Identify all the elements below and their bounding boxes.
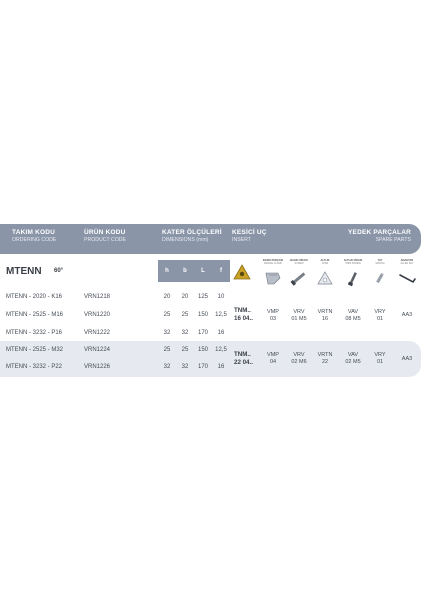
group-1-spare-shim-screw-l1: VAV	[347, 309, 359, 315]
group-1-spare-spring-l1: VRY	[374, 309, 386, 315]
row-1-f: 10	[217, 294, 225, 300]
table-header-bar	[0, 224, 421, 254]
row-5-tool-code: MTENN - 3232 - P22	[6, 364, 63, 370]
row-3-L: 170	[197, 330, 208, 336]
group-2-insert-l1: TNM..	[234, 351, 251, 358]
group-1-insert-code	[234, 307, 253, 323]
spare-head-shim-l1: ALTLIK	[320, 259, 330, 262]
spare-head-shim-screw-l1: ALTLIK VİDASI	[343, 259, 363, 262]
row-2-h: 25	[163, 312, 171, 318]
spare-head-shim-l2: SHIM	[322, 262, 328, 265]
spare-head-key-l2: ALLEN KEY	[400, 262, 414, 265]
row-4-f: 12,5	[215, 347, 227, 353]
row-1-h: 20	[163, 294, 171, 300]
row-4-b: 25	[181, 347, 189, 353]
row-4-tool-code: MTENN - 2525 - M32	[6, 347, 64, 353]
header-tool-code-subtitle: ORDERING CODE	[12, 237, 57, 243]
group-1-spare-shim-l2: 16	[321, 316, 329, 322]
dim-label-f: f	[212, 260, 230, 282]
shim-screw-icon	[340, 269, 366, 287]
spare-head-key	[394, 259, 420, 265]
spare-head-key-l1: ANAHTAR	[400, 259, 414, 262]
dim-label-b: b	[176, 260, 194, 282]
group-2-spare-screw	[285, 352, 313, 366]
group-1-spare-shim-screw-l2: 08 M5	[345, 316, 361, 322]
group-2-spare-shim-screw	[339, 352, 367, 366]
spare-head-shim-screw-l2: SHIM SCREW	[345, 262, 361, 265]
allen-key-icon	[394, 269, 420, 287]
spare-head-screw-l2: SCREW	[294, 262, 304, 265]
spare-head-shim-screw	[340, 259, 366, 265]
group-1-spare-screw-l1: VRV	[293, 309, 305, 315]
group-1-spare-shim-l1: VRTN	[317, 309, 333, 315]
row-1-b: 20	[181, 294, 189, 300]
row-4-h: 25	[163, 347, 171, 353]
group-2-insert-l2: 22 04..	[234, 359, 253, 366]
header-insert-subtitle: INSERT	[232, 237, 251, 243]
row-2-product-code: VRN1220	[84, 312, 111, 318]
spare-head-spring	[367, 259, 393, 265]
group-2-spare-clamp-l1: VMP	[267, 352, 279, 358]
group-2-spare-spring-l1: VRY	[374, 352, 386, 358]
spare-head-clamp-l2: WEDGE CLAMP	[264, 262, 282, 265]
group-1-spare-shim	[311, 309, 339, 323]
group-2-spare-spring-l2: 01	[376, 359, 384, 365]
group-1-insert-l1: TNM..	[234, 307, 251, 314]
group-2-spare-spring	[366, 352, 394, 366]
group-2-spare-shim-l2: 22	[321, 359, 329, 365]
group-1-spare-screw-l2: 01 M5	[291, 316, 307, 322]
group-2-insert-code	[234, 351, 253, 367]
group-1-spare-key: AA3	[401, 312, 413, 318]
series-angle: 60°	[54, 268, 64, 274]
spare-head-shim	[312, 259, 338, 265]
spare-head-clamp	[260, 259, 286, 265]
group-2-spare-shim	[311, 352, 339, 366]
group-2-spare-clamp-l2: 04	[269, 359, 277, 365]
row-5-b: 32	[181, 364, 189, 370]
row-4-product-code: VRN1224	[84, 347, 111, 353]
spring-icon	[367, 269, 393, 287]
group-2-spare-screw-l1: VRV	[293, 352, 305, 358]
spare-head-screw-l1: BASKI VİDASI	[290, 259, 308, 262]
row-1-product-code: VRN1218	[84, 294, 111, 300]
row-5-h: 32	[163, 364, 171, 370]
header-dimensions-subtitle: DIMENSIONS (mm)	[162, 237, 209, 243]
clamp-screw-icon	[286, 269, 312, 287]
row-2-b: 25	[181, 312, 189, 318]
group-2-spare-clamp	[259, 352, 287, 366]
header-spare-parts	[348, 229, 411, 243]
group-1-spare-clamp	[259, 309, 287, 323]
spare-head-screw	[286, 259, 312, 265]
dim-label-h: h	[158, 260, 176, 282]
group-2-spare-key: AA3	[401, 356, 413, 362]
group-1-insert-l2: 16 04..	[234, 315, 253, 322]
group-2-spare-shim-l1: VRTN	[317, 352, 333, 358]
row-3-tool-code: MTENN - 3232 - P16	[6, 330, 63, 336]
row-2-L: 150	[197, 312, 208, 318]
header-spare-title: YEDEK PARÇALAR	[348, 229, 411, 236]
group-1-spare-screw	[285, 309, 313, 323]
row-3-b: 32	[181, 330, 189, 336]
wedge-clamp-icon	[260, 269, 286, 287]
group-1-spare-shim-screw	[339, 309, 367, 323]
row-5-L: 170	[197, 364, 208, 370]
row-5-f: 16	[217, 364, 225, 370]
header-insert	[232, 229, 267, 243]
group-2-spare-shim-screw-l2: 02 M5	[345, 359, 361, 365]
group-2-spare-screw-l2: 02 M6	[291, 359, 307, 365]
row-1-tool-code: MTENN - 2020 - K16	[6, 294, 63, 300]
group-1-spare-spring-l2: 01	[376, 316, 384, 322]
row-4-L: 150	[197, 347, 208, 353]
row-2-f: 12,5	[215, 312, 227, 318]
triangle-insert-icon	[233, 264, 251, 280]
header-tool-code	[12, 229, 56, 243]
row-5-product-code: VRN1226	[84, 364, 111, 370]
header-insert-title: KESİCİ UÇ	[232, 229, 267, 236]
header-product-code-subtitle: PRODUCT CODE	[84, 237, 126, 243]
shim-icon	[312, 269, 338, 287]
header-spare-subtitle: SPARE PARTS	[375, 237, 411, 243]
row-1-L: 125	[197, 294, 208, 300]
header-product-code	[84, 229, 126, 243]
row-3-h: 32	[163, 330, 171, 336]
group-2-spare-shim-screw-l1: VAV	[347, 352, 359, 358]
series-title: MTENN	[6, 266, 42, 277]
dim-label-L: L	[194, 260, 212, 282]
group-1-spare-clamp-l1: VMP	[267, 309, 279, 315]
spare-head-spring-l2: SPRING	[375, 262, 385, 265]
header-dimensions-title: KATER ÖLÇÜLERİ	[162, 229, 222, 236]
row-3-product-code: VRN1222	[84, 330, 111, 336]
spare-head-spring-l1: YAY	[377, 259, 383, 262]
spare-head-clamp-l1: BASKI PARÇASI	[262, 259, 284, 262]
row-3-f: 16	[217, 330, 225, 336]
row-2-tool-code: MTENN - 2525 - M16	[6, 312, 64, 318]
group-1-spare-spring	[366, 309, 394, 323]
header-product-code-title: ÜRÜN KODU	[84, 229, 126, 236]
group-1-spare-clamp-l2: 03	[269, 316, 277, 322]
header-tool-code-title: TAKIM KODU	[12, 229, 56, 236]
header-dimensions	[162, 229, 222, 243]
